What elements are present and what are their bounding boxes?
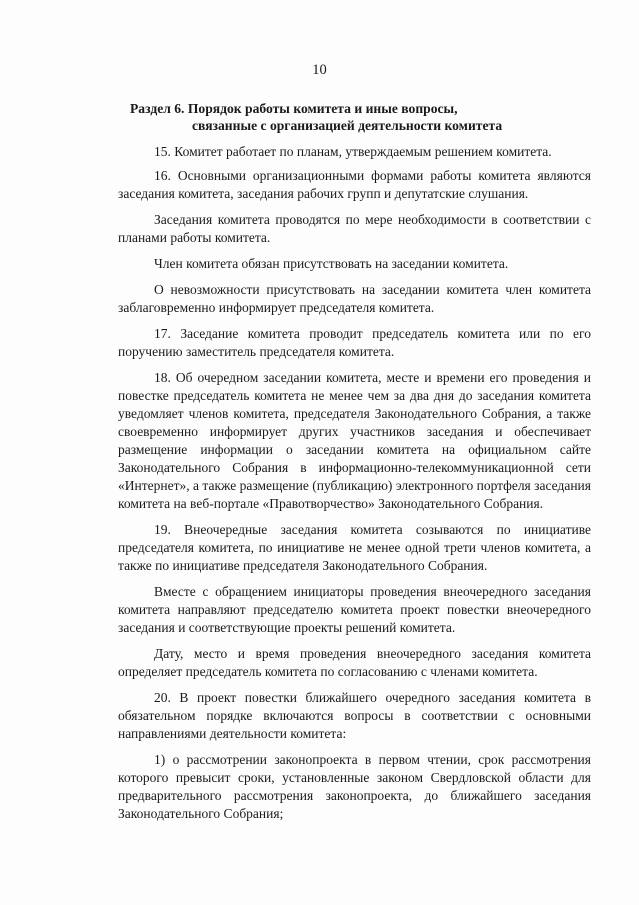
paragraph: 18. Об очередном заседании комитета, месте и времени его проведения и повестке председатель комитета не менее чем за два дня до заседания комитета уведомляет членов комитета, председателя Законодательного Собрания, а также своевременно информирует других участников заседания и обеспечивает размещение информации о заседании комитета на официальном сайте Законодательного Собрания в информационно-телекоммуникационной сети «Интернет», а также размещение (публикацию) электронного портфеля заседания комитета на веб-портале «Правотворчество» Законодательного Собрания. xyxy=(118,370,591,511)
paragraph: 15. Комитет работает по планам, утверждаемым решением комитета. xyxy=(154,144,552,159)
paragraph: О невозможности присутствовать на заседании комитета член комитета заблаговременно информирует председателя комитета. xyxy=(118,282,591,315)
paragraph: 1) о рассмотрении законопроекта в первом чтении, срок рассмотрения которого превысит сроки, установленные законом Свердловской области для предварительного рассмотрения законопроекта, до ближайшего заседания Законодательного Собрания; xyxy=(118,752,591,821)
paragraph: Вместе с обращением инициаторы проведения внеочередного заседания комитета направляют председателю комитета проект повестки внеочередного заседания и соответствующие проекты решений комитета. xyxy=(118,584,591,635)
page-number: 10 xyxy=(312,62,327,78)
section-heading xyxy=(130,100,600,134)
paragraph: Дату, место и время проведения внеочередного заседания комитета определяет председатель комитета по согласованию с членами комитета. xyxy=(118,646,591,679)
section-title-line-1: Раздел 6. Порядок работы комитета и иные вопросы, xyxy=(130,101,458,116)
paragraph: Член комитета обязан присутствовать на заседании комитета. xyxy=(154,256,509,271)
document-body xyxy=(118,143,591,831)
paragraph: 19. Внеочередные заседания комитета созываются по инициативе председателя комитета, по инициативе не менее одной трети членов комитета, а также по инициативе председателя Законодательного Собрания. xyxy=(118,522,591,573)
paragraph: 16. Основными организационными формами работы комитета являются заседания комитета, заседания рабочих групп и депутатские слушания. xyxy=(118,168,591,201)
paragraph: 17. Заседание комитета проводит председатель комитета или по его поручению заместитель председателя комитета. xyxy=(118,326,591,359)
paragraph: Заседания комитета проводятся по мере необходимости в соответствии с планами работы комитета. xyxy=(118,212,591,245)
paragraph: 20. В проект повестки ближайшего очередного заседания комитета в обязательном порядке включаются вопросы в соответствии с основными направлениями деятельности комитета: xyxy=(118,690,591,741)
section-title-line-2: связанные с организацией деятельности комитета xyxy=(192,118,503,133)
